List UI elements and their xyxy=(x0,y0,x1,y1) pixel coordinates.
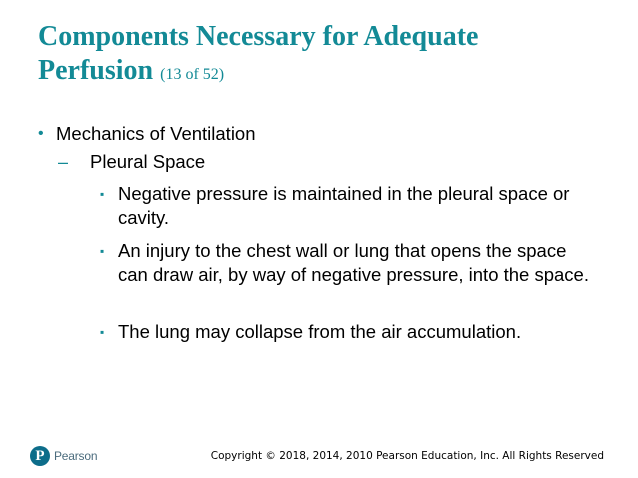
bullet-text: An injury to the chest wall or lung that opens the space can draw air, by way of negative pressure, into the space. xyxy=(118,240,589,285)
slide-footer xyxy=(0,440,638,478)
copyright-notice: Copyright © 2018, 2014, 2010 Pearson Education, Inc. All Rights Reserved xyxy=(210,450,604,462)
pearson-logo-icon: P xyxy=(30,446,50,466)
square-bullet-icon: ▪ xyxy=(100,244,105,258)
bullet-text: Negative pressure is maintained in the pleural space or cavity. xyxy=(118,183,570,228)
bullet-level3-item xyxy=(100,239,590,287)
square-bullet-icon: ▪ xyxy=(100,187,105,201)
pearson-logo-wordmark: Pearson xyxy=(54,449,98,463)
slide-title xyxy=(38,20,598,92)
bullet-level1 xyxy=(38,122,598,146)
bullet-text: Mechanics of Ventilation xyxy=(56,123,256,144)
square-bullet-icon: ▪ xyxy=(100,325,105,339)
bullet-text: The lung may collapse from the air accumulation. xyxy=(118,321,522,342)
pearson-logo xyxy=(30,446,97,466)
bullet-text: Pleural Space xyxy=(90,151,206,172)
slide-title-main: Components Necessary for Adequate Perfusion xyxy=(38,21,479,86)
bullet-marker: • xyxy=(38,125,44,142)
bullet-level2 xyxy=(58,150,598,174)
slide-counter: (13 of 52) xyxy=(160,66,225,83)
bullet-level3-item xyxy=(100,182,590,230)
bullet-level3-item xyxy=(100,320,590,344)
dash-marker: – xyxy=(58,152,69,172)
